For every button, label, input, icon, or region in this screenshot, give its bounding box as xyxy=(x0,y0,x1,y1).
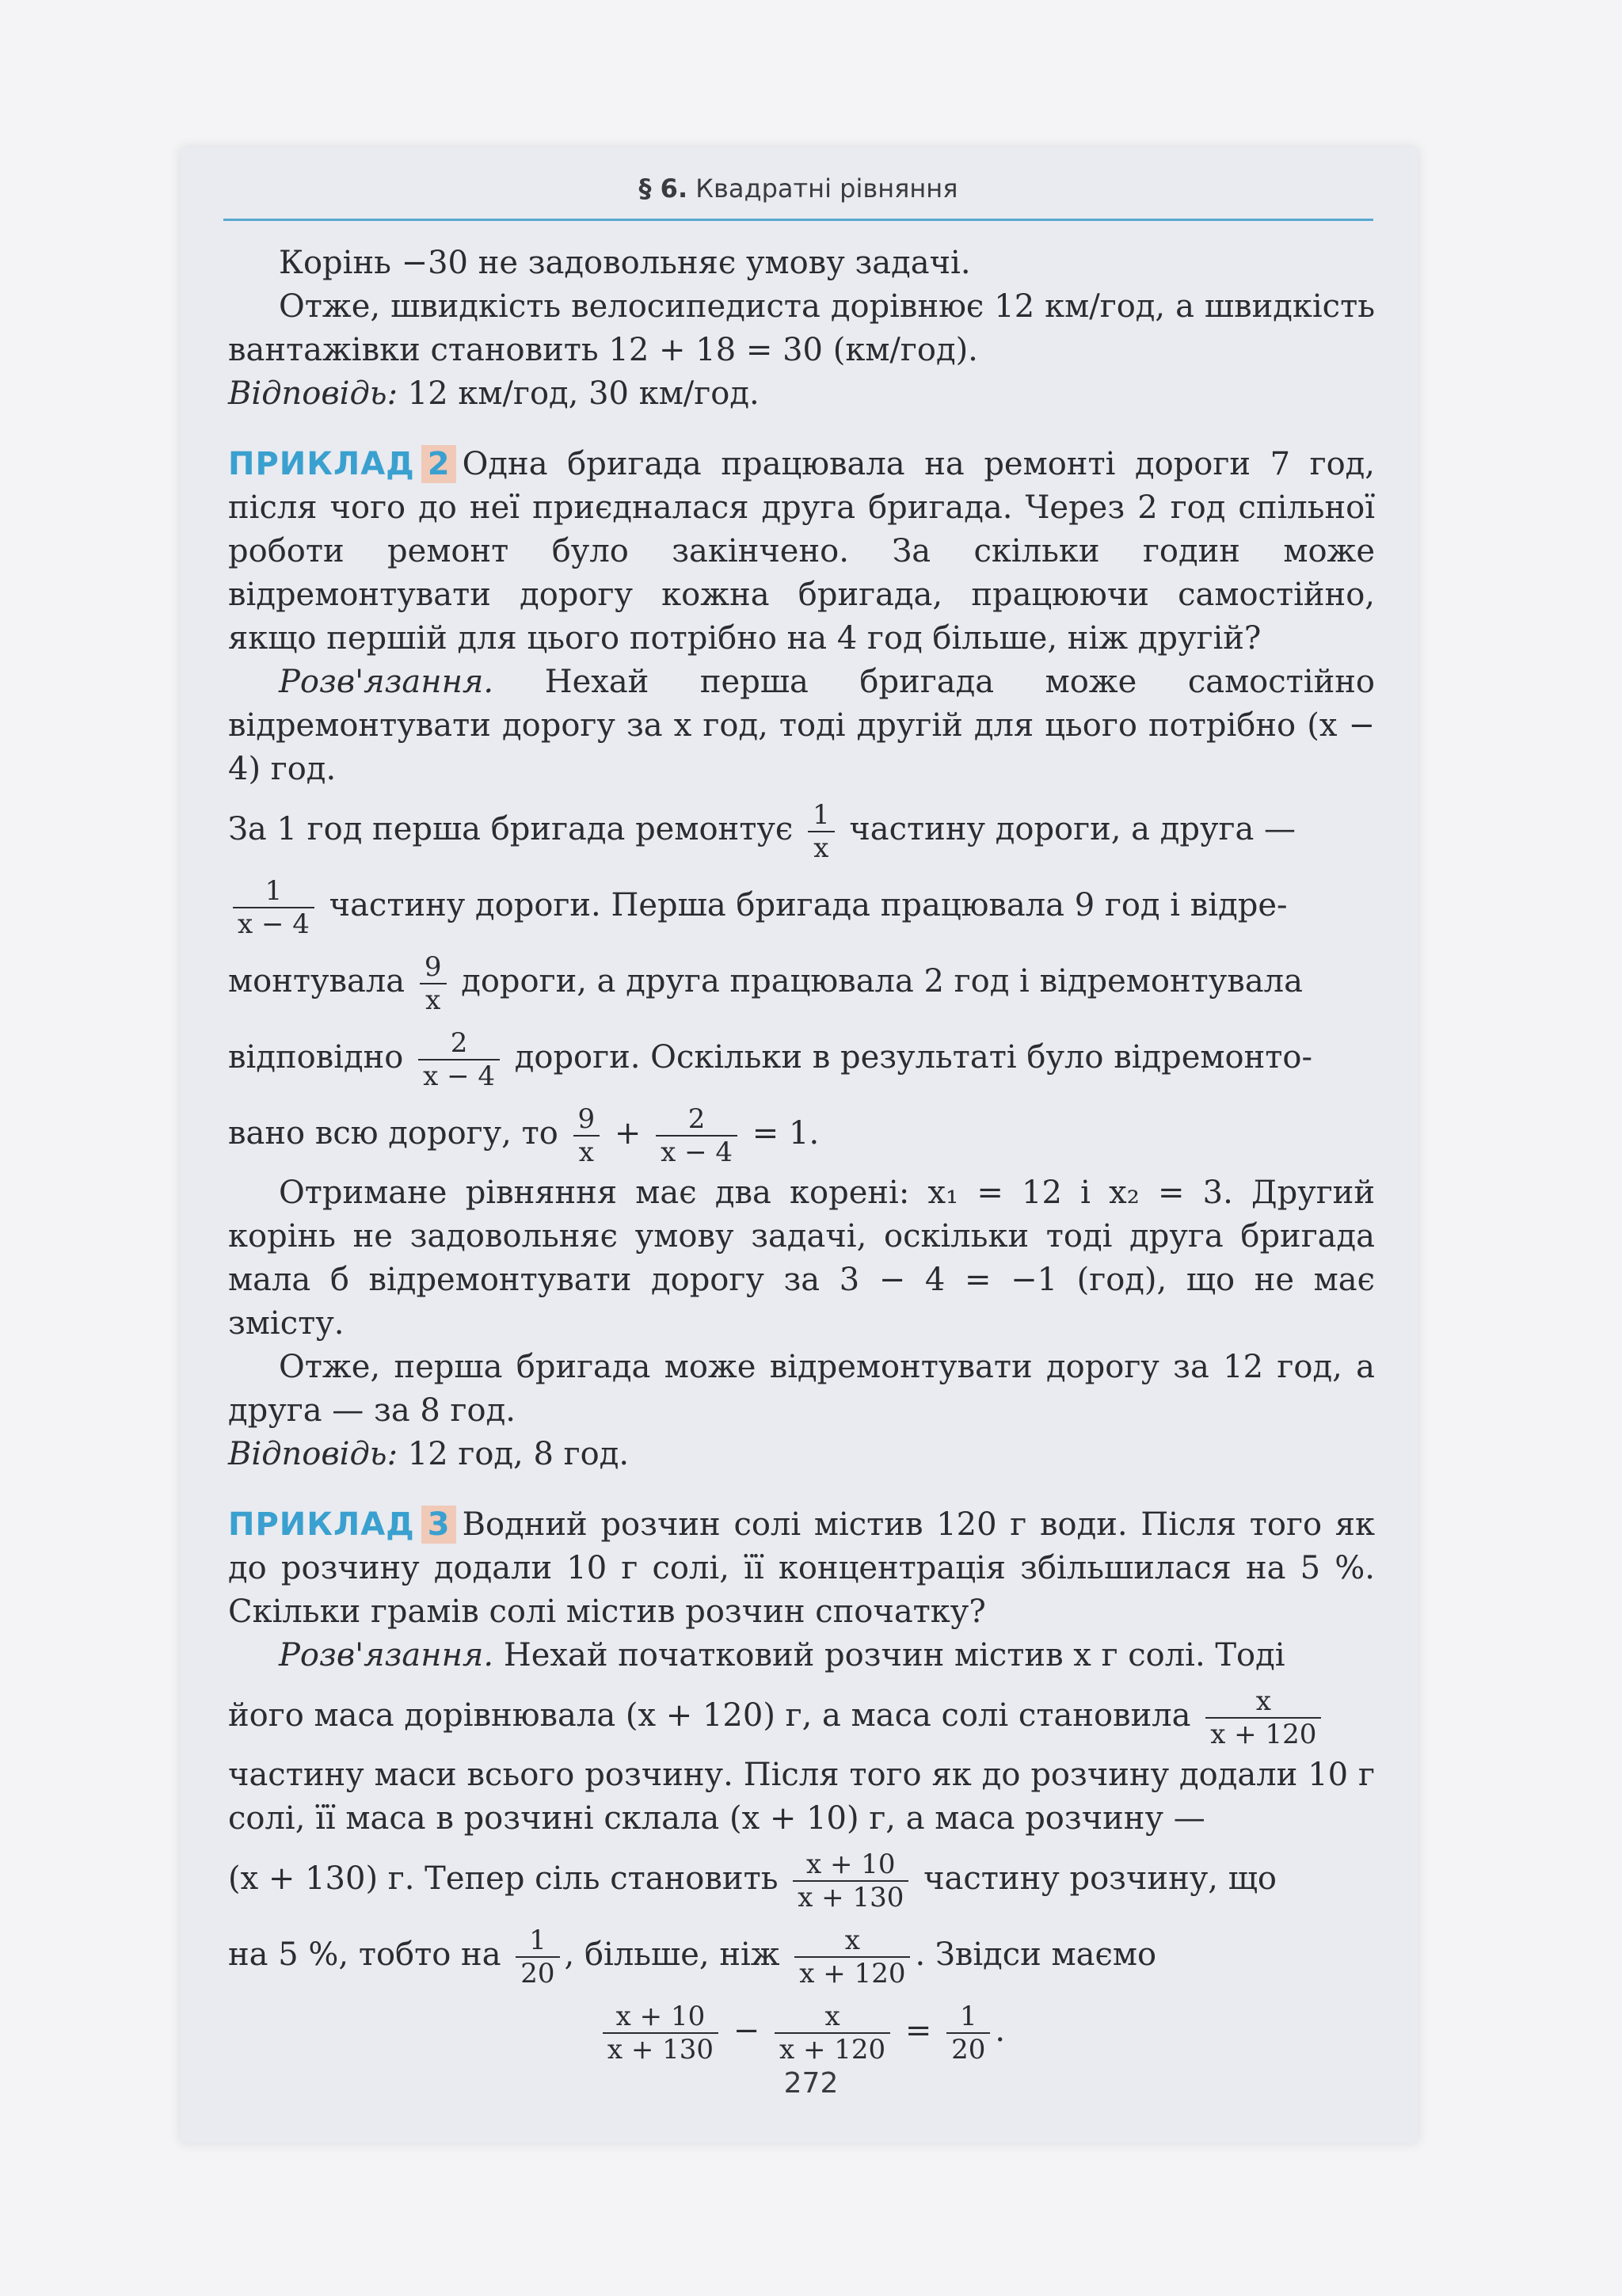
fraction xyxy=(775,2001,890,2066)
header-section: § 6. xyxy=(638,173,688,204)
fraction-numerator: 1 xyxy=(946,2001,990,2034)
answer-2-text: 12 год, 8 год. xyxy=(398,1436,630,1472)
solution-label: Розв'язання. xyxy=(279,664,494,700)
fraction-numerator: x xyxy=(794,1925,910,1958)
example-2-line-fraction-1 xyxy=(228,791,1375,867)
text-run: дороги, а друга працювала 2 год і відремонтувала xyxy=(451,963,1303,1000)
fraction xyxy=(233,875,314,940)
period: . xyxy=(995,2012,1006,2049)
text-run: його маса дорівнювала (x + 120) г, а маса солі становила xyxy=(228,1697,1201,1734)
fraction-denominator: 20 xyxy=(951,2034,986,2066)
example-3-solution-intro xyxy=(228,1634,1375,1677)
fraction-numerator: x xyxy=(1205,1685,1321,1719)
solution-label: Розв'язання. xyxy=(279,1637,494,1673)
fraction-denominator: x xyxy=(425,984,441,1016)
example-3-mass-text: частину маси всього розчину. Після того як до розчину додали 10 г солі, її маса в розчині склала (x + 10) г, а маса розчину — xyxy=(228,1757,1375,1837)
answer-label: Відповідь: xyxy=(228,1436,398,1472)
fraction-denominator: x − 4 xyxy=(423,1060,496,1092)
fraction-denominator: x xyxy=(578,1137,594,1168)
fraction-denominator: x + 120 xyxy=(799,1958,906,1989)
answer-2 xyxy=(228,1433,1375,1476)
example-2-solution-intro xyxy=(228,661,1375,791)
fraction-denominator: x xyxy=(813,832,829,864)
fraction xyxy=(573,1103,600,1168)
example-2-text: Одна бригада працювала на ремонті дороги 7 год, після чого до неї приєдналася друга бригада. Через 2 год спільної роботи ремонт було закінчено. За скільки годин може відремонтувати дорогу кожна бригада, працюючи самостійно, якщо першій для цього потрібно на 4 год більше, ніж другій? xyxy=(228,446,1375,657)
example-3-equation xyxy=(228,1993,1375,2069)
example-2-label: ПРИКЛАД xyxy=(228,446,415,482)
fraction-denominator: x − 4 xyxy=(661,1137,733,1168)
solution-text: Нехай перша бригада може самостійно відремонтувати дорогу за x год, тоді другій для цього потрібно (x − 4) год. xyxy=(228,664,1375,787)
fraction-numerator: 1 xyxy=(808,799,835,832)
plus-sign: + xyxy=(604,1115,652,1152)
page-number: 272 xyxy=(783,2067,839,2100)
fraction xyxy=(1205,1685,1321,1750)
fraction xyxy=(656,1103,737,1168)
text-run: , більше, ніж xyxy=(564,1936,790,1973)
fraction xyxy=(794,1925,910,1989)
fraction xyxy=(420,951,447,1016)
example-3-number: 3 xyxy=(421,1506,456,1544)
example-2-line-fraction-4 xyxy=(228,1019,1375,1095)
fraction-numerator: 2 xyxy=(418,1027,500,1060)
example-2-number: 2 xyxy=(421,445,456,483)
fraction-numerator: x + 10 xyxy=(603,2001,718,2034)
fraction-numerator: x xyxy=(775,2001,890,2034)
example-3-line-fraction-3 xyxy=(228,1917,1375,1993)
fraction-numerator: 1 xyxy=(233,875,314,908)
running-header xyxy=(223,166,1373,221)
fraction-numerator: 2 xyxy=(656,1103,737,1137)
fraction xyxy=(808,799,835,864)
fraction-denominator: 20 xyxy=(520,1958,555,1989)
fraction-numerator: x + 10 xyxy=(793,1849,908,1882)
example-2-conclusion: Отже, перша бригада може відремонтувати дорогу за 12 год, а друга — за 8 год. xyxy=(228,1349,1375,1429)
paragraph-speed-conclusion: Отже, швидкість велосипедиста дорівнює 12 км/год, а швидкість вантажівки становить 12 + 18 = 30 (км/год). xyxy=(228,288,1375,368)
answer-1-text: 12 км/год, 30 км/год. xyxy=(398,375,760,412)
fraction xyxy=(946,2001,990,2066)
text-run: частину розчину, що xyxy=(913,1860,1277,1897)
text-run: вано всю дорогу, то xyxy=(228,1115,569,1152)
answer-label: Відповідь: xyxy=(228,375,398,412)
example-3-line-fraction-2 xyxy=(228,1841,1375,1917)
fraction-numerator: 9 xyxy=(420,951,447,984)
fraction-denominator: x + 130 xyxy=(607,2034,714,2066)
fraction-denominator: x − 4 xyxy=(238,908,310,940)
example-2-equation-line xyxy=(228,1095,1375,1171)
text-run: = 1. xyxy=(742,1115,820,1152)
fraction xyxy=(418,1027,500,1092)
solution-text: Нехай початковий розчин містив x г солі. Тоді xyxy=(493,1637,1285,1673)
example-2-line-fraction-2 xyxy=(228,867,1375,943)
minus-sign: − xyxy=(723,2012,770,2049)
text-run: монтувала xyxy=(228,963,415,1000)
example-3-line-fraction-1 xyxy=(228,1677,1375,1753)
equals-sign: = xyxy=(895,2012,942,2049)
paragraph-root-rejected: Корінь −30 не задовольняє умову задачі. xyxy=(279,245,971,281)
fraction xyxy=(793,1849,908,1913)
example-3-text: Водний розчин солі містив 120 г води. Після того як до розчину додали 10 г солі, її концентрація збільшилася на 5 %. Скільки грамів солі містив розчин спочатку? xyxy=(228,1506,1375,1630)
answer-1 xyxy=(228,372,1375,416)
fraction-numerator: 9 xyxy=(573,1103,600,1137)
header-text xyxy=(639,173,958,204)
fraction-denominator: x + 130 xyxy=(798,1882,904,1913)
text-run: на 5 %, тобто на xyxy=(228,1936,512,1973)
text-run: частину дороги. Перша бригада працювала 9 год і відре- xyxy=(318,887,1288,923)
fraction-numerator: 1 xyxy=(516,1925,559,1958)
text-run: За 1 год перша бригада ремонтує xyxy=(228,811,803,847)
example-2-line-fraction-3 xyxy=(228,943,1375,1019)
text-run: . Звідси маємо xyxy=(915,1936,1157,1973)
text-run: частину дороги, а друга — xyxy=(839,811,1296,847)
example-2-roots: Отримане рівняння має два корені: x₁ = 12 і x₂ = 3. Другий корінь не задовольняє умову задачі, оскільки тоді друга бригада мала б відремонтувати дорогу за 3 − 4 = −1 (год), що не має змісту. xyxy=(228,1175,1375,1342)
text-run: дороги. Оскільки в результаті було відремонто- xyxy=(504,1039,1313,1076)
fraction xyxy=(516,1925,559,1989)
text-run: відповідно xyxy=(228,1039,414,1076)
fraction-denominator: x + 120 xyxy=(779,2034,886,2066)
fraction xyxy=(603,2001,718,2066)
header-title: Квадратні рівняння xyxy=(695,173,958,204)
page-content xyxy=(228,242,1375,2069)
text-run: (x + 130) г. Тепер сіль становить xyxy=(228,1860,789,1897)
example-3-label: ПРИКЛАД xyxy=(228,1506,415,1543)
fraction-denominator: x + 120 xyxy=(1210,1719,1317,1750)
example-2-statement xyxy=(228,443,1375,661)
example-3-statement xyxy=(228,1503,1375,1634)
